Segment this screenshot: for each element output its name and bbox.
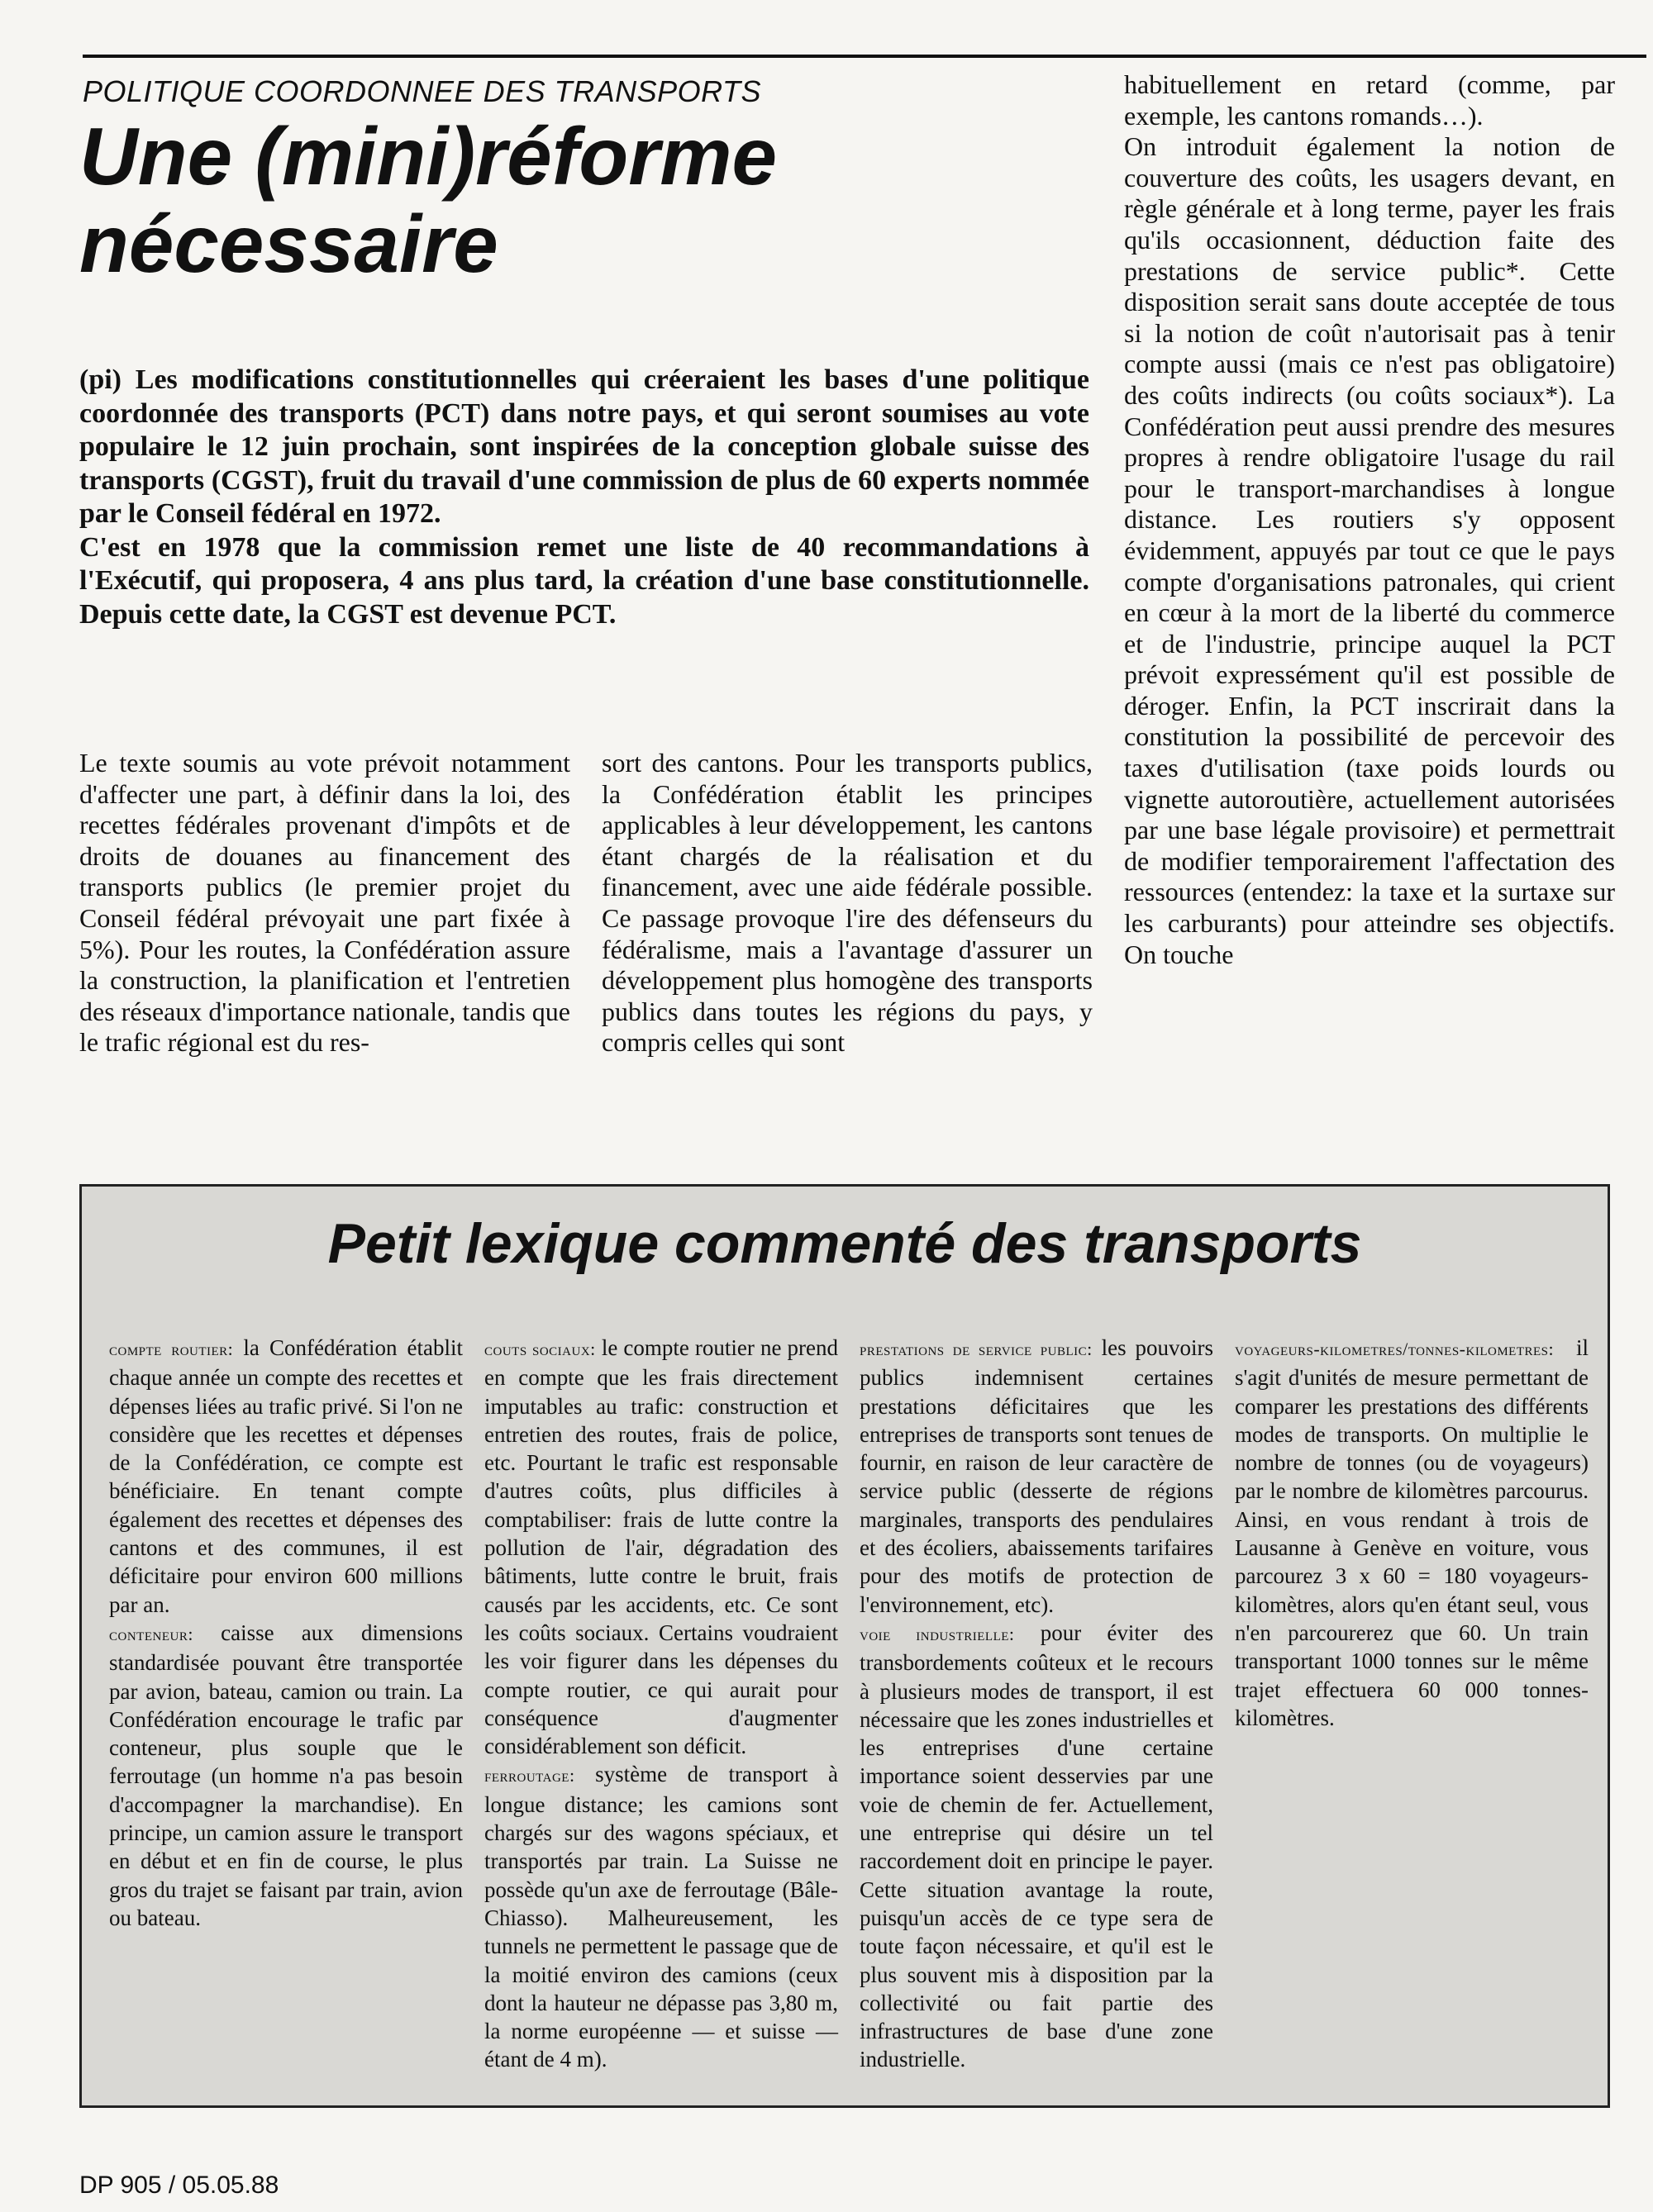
- lexique-definition: le compte routier ne prend en compte que les frais directement imputables au trafic: construction et entretien des routes, frais de police, etc. Pourtant le trafic est responsable d'autres coûts, plus difficiles à comptabiliser: frais de lutte contre la pollution de l'air, dégradation des bâtiments, lutte contre le bruit, frais causés par les accidents, etc. Ce sont les coûts sociaux. Certains voudraient les voir figurer dans les dépenses du compte routier, ce qui aurait pour conséquence d'augmenter considérablement son déficit.: [484, 1335, 838, 1759]
- article-headline: Une (mini)réforme nécessaire: [79, 111, 778, 289]
- lexique-column-1: [109, 1334, 463, 1932]
- body-paragraph: On introduit également la notion de couverture des coûts, les usagers devant, en règle générale et à long terme, payer les frais qu'ils occasionnent, déduction faite des prestations de service public*. Cette disposition serait sans doute acceptée de tous si la notion de coût n'autorisait pas à tenir compte aussi (mais ce n'est pas obligatoire) des coûts indirects (ou coûts sociaux*). La Confédération peut aussi prendre des mesures propres à rendre obligatoire l'usage du rail pour le transport-marchandises à longue distance. Les routiers s'y opposent évidemment, appuyés par tout ce que le pays compte d'organisations patronales, qui crient en cœur à la mort de la liberté du commerce et de l'industrie, principe auquel la PCT prévoit expressément qu'il est possible de déroger. Enfin, la PCT inscrirait dans la constitution la possibilité de percevoir des taxes d'utilisation (taxe poids lourds ou vignette autoroutière, actuellement autorisées par une base légale provisoire) et permettrait de modifier temporairement l'affectation des ressources (entendez: la taxe et la surtaxe sur les carburants) pour atteindre ses objectifs. On touche: [1124, 131, 1615, 969]
- lexique-term: couts sociaux:: [484, 1339, 596, 1359]
- body-paragraph: sort des cantons. Pour les transports publics, la Confédération établit les principes applicables à leur développement, les cantons étant chargés de la réalisation et du financement, avec une aide fédérale possible. Ce passage provoque l'ire des défenseurs du fédéralisme, mais a l'avantage d'assurer un développement plus homogène des transports publics dans toutes les régions du pays, y compris celles qui sont: [602, 748, 1093, 1058]
- lexique-entry: [860, 1619, 1213, 2074]
- lexique-entry: [1235, 1334, 1589, 1732]
- article-column-2: [602, 748, 1093, 1058]
- lexique-entry: [484, 1334, 838, 1760]
- lexique-term: ferroutage:: [484, 1765, 575, 1786]
- lexique-column-3: [860, 1334, 1213, 2074]
- lexique-entry: [109, 1334, 463, 1619]
- lexique-term: voie industrielle:: [860, 1623, 1015, 1644]
- lexique-term: prestations de service public:: [860, 1339, 1093, 1359]
- lead-paragraph-1: (pi) Les modifications constitutionnelles qui créeraient les bases d'une politique coordonnée des transports (PCT) dans notre pays, et qui seront soumises au vote populaire le 12 juin prochain, sont inspirées de la conception globale suisse des transports (CGST), fruit du travail d'une commission de plus de 60 experts nommée par le Conseil fédéral en 1972.: [79, 364, 1089, 529]
- lexique-term: compte routier:: [109, 1339, 234, 1359]
- body-paragraph: habituellement en retard (comme, par exemple, les cantons romands…).: [1124, 69, 1615, 131]
- lead-paragraph-2: C'est en 1978 que la commission remet une liste de 40 recommandations à l'Exécutif, qui proposera, 4 ans plus tard, la création d'une base constitutionnelle. Depuis cette date, la CGST est devenue PCT.: [79, 531, 1089, 630]
- article-kicker: POLITIQUE COORDONNEE DES TRANSPORTS: [83, 74, 761, 108]
- top-rule: [83, 55, 1646, 58]
- lexique-definition: pour éviter des transbordements coûteux et le recours à plusieurs modes de transport, il est nécessaire que les zones industrielles et les entreprises d'une certaine importance soient desservies par une voie de chemin de fer. Actuellement, une entreprise qui désire un tel raccordement doit en principe le payer. Cette situation avantage la route, puisqu'un accès de ce type sera de toute façon nécessaire, et qu'il est le plus souvent mis à disposition par la collectivité ou fait partie des infrastructures de base d'une zone industrielle.: [860, 1620, 1213, 2072]
- lexique-term: conteneur:: [109, 1623, 193, 1644]
- lexique-definition: caisse aux dimensions standardisée pouvant être transportée par avion, bateau, camion ou train. La Confédération encourage le trafic par conteneur, plus souple que le ferroutage (un homme n'a pas besoin d'accompagner la marchandise). En principe, un camion assure le transport en début et en fin de course, le plus gros du trajet se faisant par train, avion ou bateau.: [109, 1620, 463, 1930]
- lexique-entry: [860, 1334, 1213, 1619]
- lexique-title: Petit lexique commenté des transports: [327, 1212, 1362, 1275]
- body-paragraph: Le texte soumis au vote prévoit notamment d'affecter une part, à définir dans la loi, des recettes fédérales provenant d'impôts et de droits de douanes au financement des transports publics (le premier projet du Conseil fédéral prévoyait une part fixée à 5%). Pour les routes, la Confédération assure la construction, la planification et l'entretien des réseaux d'importance nationale, tandis que le trafic régional est du res-: [79, 748, 570, 1058]
- lexique-definition: système de transport à longue distance; les camions sont chargés sur des wagons spéciaux, et transportés par train. La Suisse ne possède qu'un axe de ferroutage (Bâle-Chiasso). Malheureusement, les tunnels ne permettent le passage que de la moitié environ des camions (ceux dont la hauteur ne dépasse pas 3,80 m, la norme européenne — et suisse — étant de 4 m).: [484, 1762, 838, 2072]
- article-column-3: [1124, 69, 1615, 970]
- issue-footer: DP 905 / 05.05.88: [79, 2172, 279, 2199]
- lexique-column-2: [484, 1334, 838, 2074]
- lexique-term: voyageurs-kilometres/tonnes-kilometres:: [1235, 1339, 1555, 1359]
- lexique-column-4: [1235, 1334, 1589, 1732]
- lexique-box: [79, 1184, 1610, 2108]
- article-lead: [79, 364, 1089, 631]
- lexique-entry: [484, 1760, 838, 2073]
- article-column-1: [79, 748, 570, 1058]
- lexique-entry: [109, 1619, 463, 1932]
- lexique-definition: la Confédération établit chaque année un compte des recettes et dépenses liées au trafic privé. Si l'on ne considère que les recettes et dépenses de la Confédération, ce compte est bénéficiaire. En tenant compte également des recettes et dépenses des cantons et des communes, il est déficitaire pour environ 600 millions par an.: [109, 1335, 464, 1617]
- lexique-definition: il s'agit d'unités de mesure permettant de comparer les prestations des différents modes de transports. On multiplie le nombre de tonnes (ou de voyageurs) par le nombre de kilomètres parcourus. Ainsi, en vous rendant à trois de Lausanne à Genève en voiture, vous parcourez 3 x 60 = 180 voyageurs-kilomètres, alors qu'en étant seul, vous n'en parcourerez que 60. Un train transportant 1000 tonnes sur le même trajet effectuera 60 000 tonnes-kilomètres.: [1235, 1335, 1589, 1730]
- lexique-definition: les pouvoirs publics indemnisent certaines prestations déficitaires que les entreprises de transports sont tenues de fournir, en raison de leur caractère de service public (desserte de régions marginales, transports des pendulaires et des écoliers, abaissements tarifaires pour des motifs de protection de l'environnement, etc).: [860, 1335, 1213, 1617]
